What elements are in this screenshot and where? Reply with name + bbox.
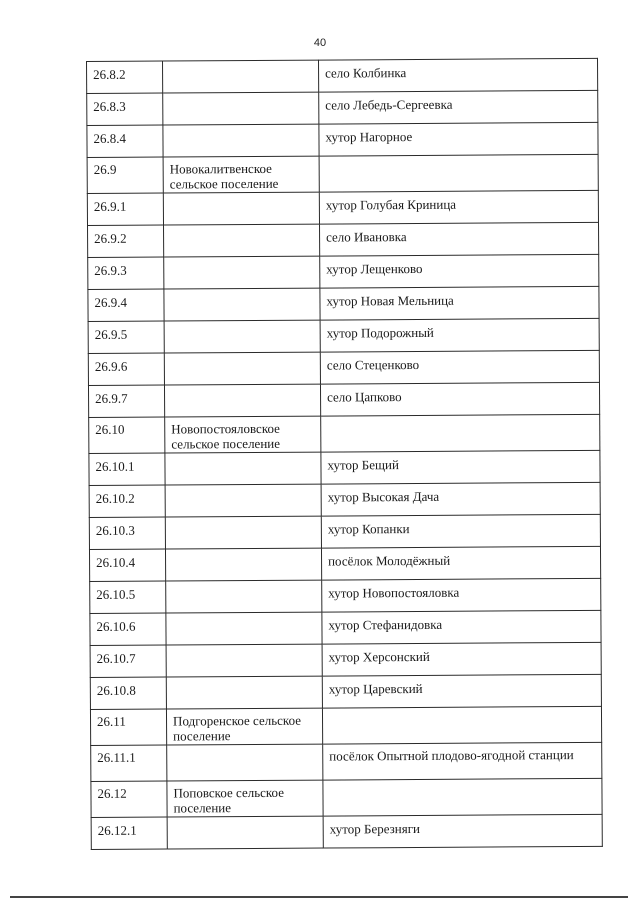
row-code: 26.8.3 [87, 93, 163, 125]
table-row [88, 350, 599, 385]
row-locality: село Цапково [320, 382, 599, 416]
row-settlement [165, 484, 321, 517]
table-row [89, 482, 600, 517]
table-row [87, 122, 598, 157]
row-locality: хутор Херсонский [322, 642, 601, 676]
row-locality: хутор Голубая Криница [319, 190, 598, 224]
row-code: 26.9.6 [88, 353, 164, 385]
row-settlement [167, 816, 323, 849]
table-row [88, 382, 599, 417]
row-code: 26.12.1 [91, 817, 167, 849]
table-row [91, 814, 602, 849]
row-code: 26.10 [89, 417, 165, 453]
row-settlement: Поповское сельское поселение [167, 780, 323, 817]
row-settlement [167, 744, 323, 781]
page-number: 40 [313, 37, 327, 49]
table-row [90, 610, 601, 645]
table-row [88, 286, 599, 321]
table-row [88, 222, 599, 257]
row-locality: хутор Подорожный [320, 318, 599, 352]
row-code: 26.11.1 [91, 745, 167, 781]
table-row [90, 674, 601, 709]
row-locality: село Стеценково [320, 350, 599, 384]
row-settlement [164, 352, 320, 385]
row-locality [323, 778, 602, 816]
row-locality: село Колбинка [318, 58, 597, 92]
row-settlement [163, 60, 319, 93]
row-locality: хутор Березняги [323, 814, 602, 848]
row-code: 26.8.2 [87, 61, 163, 93]
table-row [89, 514, 600, 549]
row-settlement [165, 452, 321, 485]
row-locality: хутор Новопостояловка [322, 578, 601, 612]
row-code: 26.10.7 [90, 645, 166, 677]
row-code: 26.10.2 [89, 485, 165, 517]
table-row [87, 154, 598, 193]
row-code: 26.10.8 [90, 677, 166, 709]
row-locality: хутор Царевский [322, 674, 601, 708]
table-row [87, 58, 598, 93]
row-settlement [166, 644, 322, 677]
row-settlement [165, 516, 321, 549]
row-settlement: Новопостояловское сельское поселение [165, 416, 321, 453]
row-settlement [164, 224, 320, 257]
bottom-rule [10, 896, 628, 898]
row-settlement [163, 192, 319, 225]
table-row [88, 318, 599, 353]
settlements-table [86, 58, 603, 850]
row-locality: село Лебедь-Сергеевка [319, 90, 598, 124]
row-locality: хутор Нагорное [319, 122, 598, 156]
row-locality: хутор Копанки [321, 514, 600, 548]
row-settlement: Подгоренское сельское поселение [166, 708, 322, 745]
row-code: 26.9.3 [88, 257, 164, 289]
table-row [90, 642, 601, 677]
row-code: 26.11 [90, 709, 166, 745]
table-row [88, 254, 599, 289]
row-locality: хутор Стефанидовка [322, 610, 601, 644]
row-code: 26.10.4 [89, 549, 165, 581]
row-settlement [163, 124, 319, 157]
row-locality [322, 706, 601, 744]
row-locality: посёлок Молодёжный [321, 546, 600, 580]
row-settlement [166, 580, 322, 613]
row-code: 26.9.1 [87, 193, 163, 225]
row-locality [321, 414, 600, 452]
table-row [90, 578, 601, 613]
row-code: 26.10.3 [89, 517, 165, 549]
table-row [90, 706, 601, 745]
table-row [91, 742, 602, 781]
row-code: 26.9.4 [88, 289, 164, 321]
row-settlement [164, 256, 320, 289]
settlements-table-body [87, 58, 603, 849]
table-row [91, 778, 602, 817]
row-locality: хутор Бещий [321, 450, 600, 484]
row-locality: хутор Высокая Дача [321, 482, 600, 516]
row-locality: посёлок Опытной плодово-ягодной станции [323, 742, 602, 780]
row-settlement [164, 288, 320, 321]
row-settlement [164, 384, 320, 417]
row-settlement [165, 548, 321, 581]
row-code: 26.8.4 [87, 125, 163, 157]
row-code: 26.12 [91, 781, 167, 817]
table-row [89, 546, 600, 581]
row-code: 26.9.7 [88, 385, 164, 417]
row-locality: хутор Новая Мельница [320, 286, 599, 320]
row-locality: хутор Лещенково [320, 254, 599, 288]
row-code: 26.9.2 [88, 225, 164, 257]
row-locality [319, 154, 598, 192]
table-row [89, 414, 600, 453]
row-settlement [166, 676, 322, 709]
row-settlement [166, 612, 322, 645]
row-settlement [163, 92, 319, 125]
table-row [87, 90, 598, 125]
table-row [89, 450, 600, 485]
row-locality: село Ивановка [320, 222, 599, 256]
row-code: 26.10.5 [90, 581, 166, 613]
row-code: 26.9.5 [88, 321, 164, 353]
row-code: 26.9 [87, 157, 163, 193]
table-row [87, 190, 598, 225]
row-settlement: Новокалитвенское сельское поселение [163, 156, 319, 193]
row-settlement [164, 320, 320, 353]
row-code: 26.10.6 [90, 613, 166, 645]
row-code: 26.10.1 [89, 453, 165, 485]
